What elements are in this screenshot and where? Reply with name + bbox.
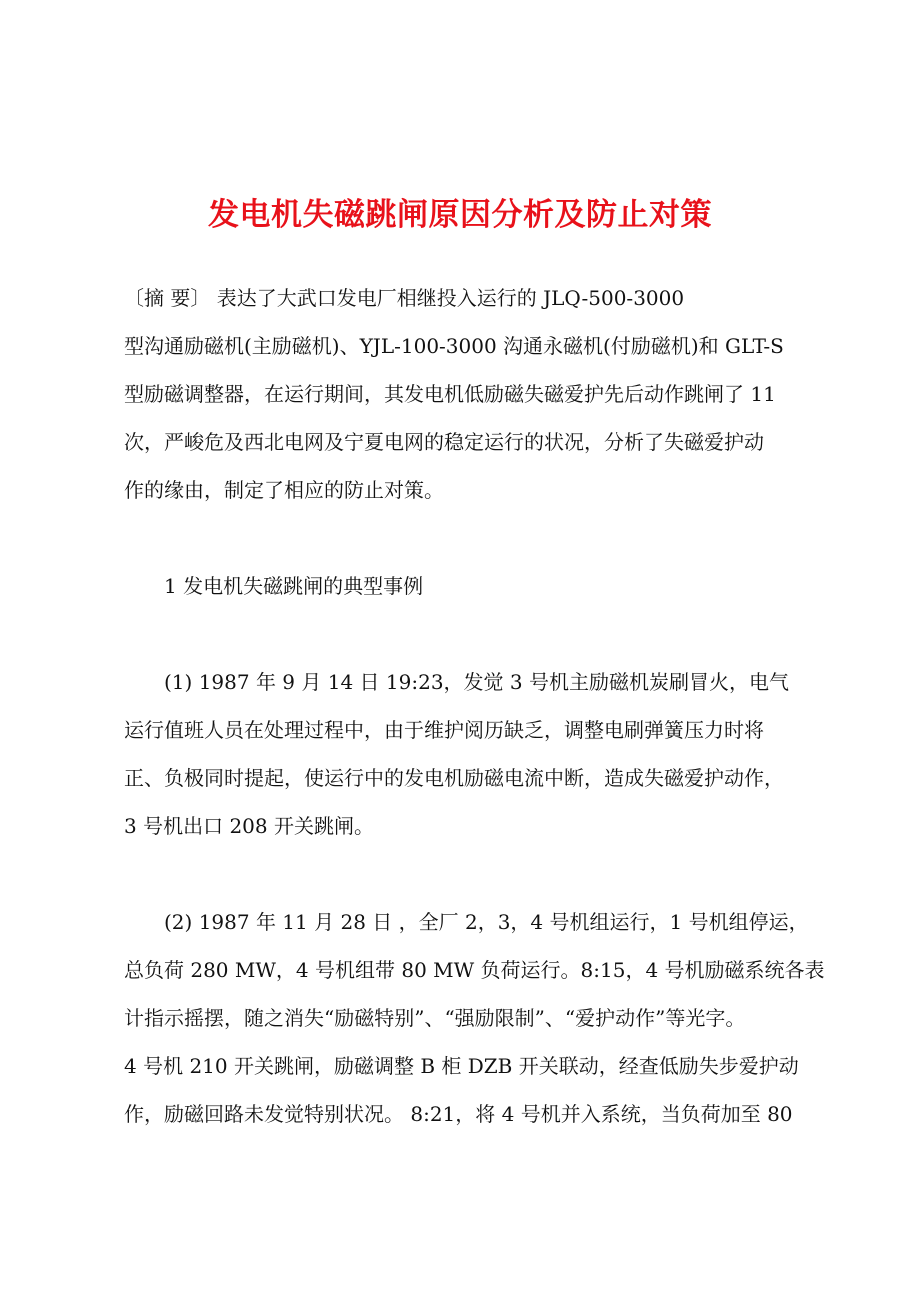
abstract-line-3: 型励磁调整器，在运行期间，其发电机低励磁失磁爱护先后动作跳闸了 11 (124, 382, 776, 406)
case2-line-4: 4 号机 210 开关跳闸，励磁调整 B 柜 DZB 开关联动，经查低励失步爱护动 (124, 1054, 799, 1078)
abstract-line-1: 〔摘 要〕 表达了大武口发电厂相继投入运行的 JLQ-500-3000 (124, 286, 685, 310)
case1-line-1: (1) 1987 年 9 月 14 日 19:23，发觉 3 号机主励磁机炭刷冒火，电气 (164, 670, 789, 694)
case2-line-3: 计指示摇摆，随之消失“励磁特别”、“强励限制”、“爱护动作”等光字。 (124, 1006, 746, 1030)
case1-line-2: 运行值班人员在处理过程中，由于维护阅历缺乏，调整电刷弹簧压力时将 (124, 718, 764, 742)
document-title: 发电机失磁跳闸原因分析及防止对策 (208, 197, 712, 233)
case1-line-4: 3 号机出口 208 开关跳闸。 (124, 814, 374, 838)
abstract-line-4: 次，严峻危及西北电网及宁夏电网的稳定运行的状况，分析了失磁爱护动 (124, 430, 764, 454)
abstract-line-2: 型沟通励磁机(主励磁机)、YJL-100-3000 沟通永磁机(付励磁机)和 GLT-S (124, 334, 784, 358)
case2-line-5: 作，励磁回路未发觉特别状况。 8:21，将 4 号机并入系统，当负荷加至 80 (124, 1102, 793, 1126)
case2-line-2: 总负荷 280 MW，4 号机组带 80 MW 负荷运行。8:15，4 号机励磁系统各表 (124, 958, 825, 982)
case2-line-1: (2) 1987 年 11 月 28 日 ，全厂 2，3，4 号机组运行，1 号机组停运， (164, 910, 809, 934)
abstract-line-5: 作的缘由，制定了相应的防止对策。 (124, 478, 444, 502)
case1-line-3: 正、负极同时提起，使运行中的发电机励磁电流中断，造成失磁爱护动作， (124, 766, 784, 790)
section-heading: 1 发电机失磁跳闸的典型事例 (164, 574, 424, 598)
